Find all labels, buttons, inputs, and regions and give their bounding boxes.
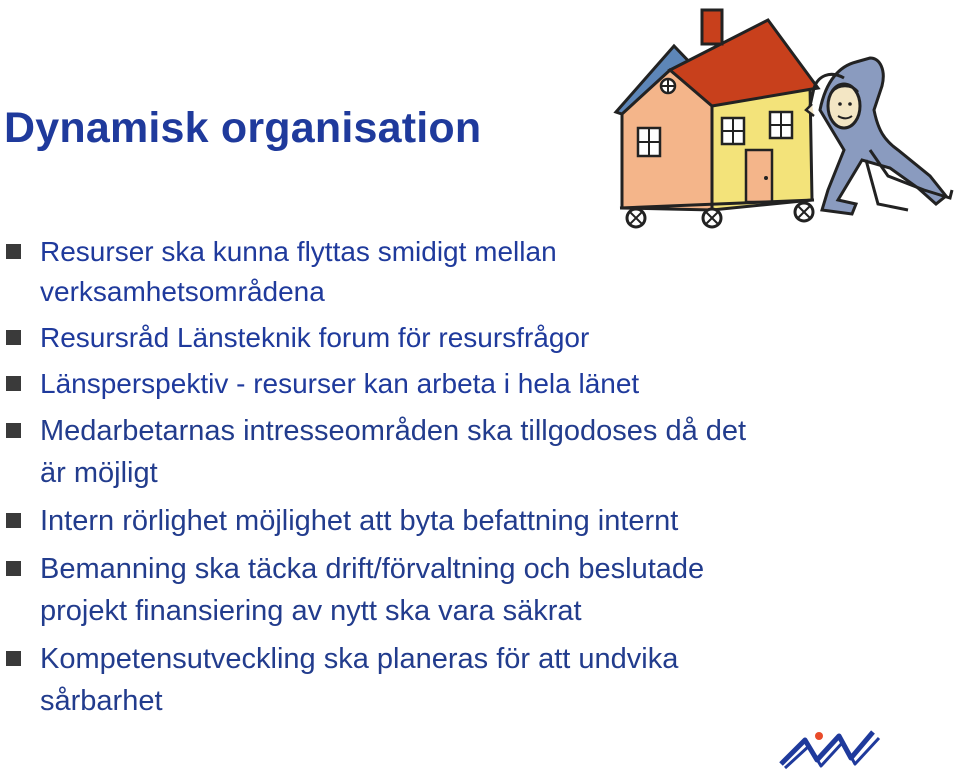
bullet-line: Intern rörlighet möjlighet att byta befattning internt (40, 505, 679, 537)
slide-title: Dynamisk organisation (4, 104, 482, 152)
bullet-line: Resursråd Länsteknik forum för resursfrågor (40, 322, 590, 353)
bullet-line: är möjligt (40, 457, 158, 489)
square-bullet-icon (6, 423, 21, 438)
square-bullet-icon (6, 330, 21, 345)
organization-logo (775, 726, 893, 770)
bullet-item (0, 364, 910, 404)
bullet-item (0, 638, 910, 722)
bullet-line: projekt finansiering av nytt ska vara säkrat (40, 595, 582, 627)
bullet-item (0, 410, 910, 494)
square-bullet-icon (6, 513, 21, 528)
bullet-line: Medarbetarnas intresseområden ska tillgodoses då det (40, 415, 747, 447)
bullet-line: Kompetensutveckling ska planeras för att undvika (40, 643, 679, 675)
house-pushing-illustration (608, 0, 960, 235)
bullet-line: Bemanning ska täcka drift/förvaltning och beslutade (40, 553, 705, 585)
square-bullet-icon (6, 561, 21, 576)
bullet-item (0, 232, 910, 312)
bullet-list (0, 232, 910, 728)
square-bullet-icon (6, 651, 21, 666)
square-bullet-icon (6, 376, 21, 391)
bullet-item (0, 500, 910, 542)
bullet-line: sårbarhet (40, 685, 163, 717)
bullet-line: verksamhetsområdena (40, 276, 325, 307)
bullet-line: Resurser ska kunna flyttas smidigt mellan (40, 236, 557, 267)
bullet-line: Länsperspektiv - resurser kan arbeta i hela länet (40, 368, 640, 399)
square-bullet-icon (6, 244, 21, 259)
bullet-item (0, 318, 910, 358)
bullet-item (0, 548, 910, 632)
